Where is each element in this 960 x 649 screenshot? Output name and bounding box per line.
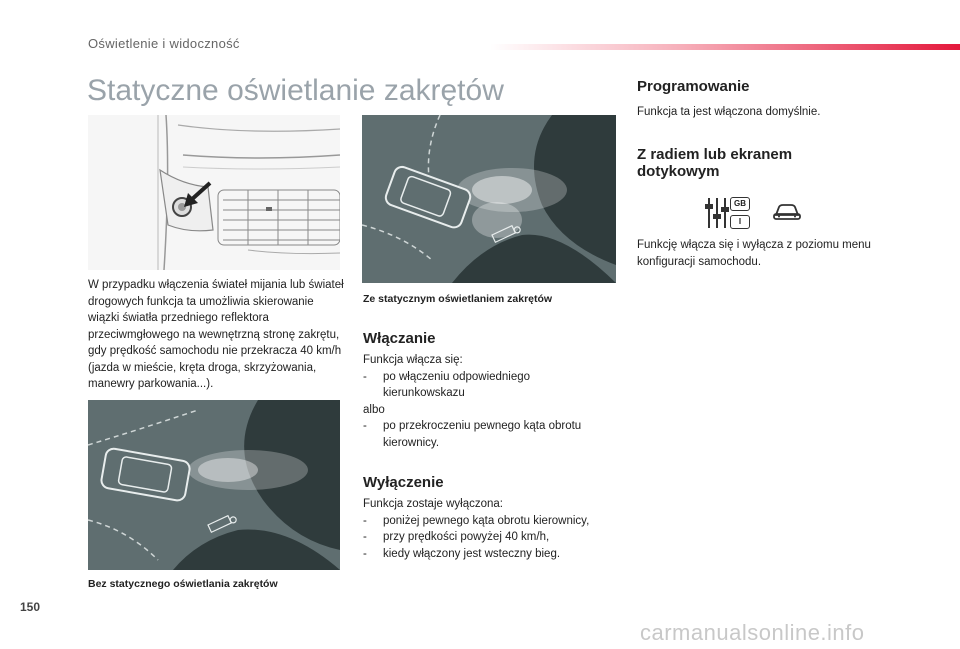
programowanie-text: Funkcja ta jest włączona domyślnie. xyxy=(637,106,821,118)
caption-with-cornering-light: Ze statycznym oświetlaniem zakrętów xyxy=(363,293,553,305)
intro-paragraph: W przypadku włączenia świateł mijania lub świateł drogowych funkcja ta umożliwia skierowanie wiązki światła przedniego reflektora przeciwmgłowego na wewnętrzną stronę zakrętu, gdy prędkość samochodu nie przekracza 40 km/h (jazda w mieście, kręta droga, skrzyżowania, manewry parkowania...). xyxy=(88,279,344,390)
i-flag-icon: I xyxy=(730,215,750,229)
gb-flag-icon: GB xyxy=(730,197,750,211)
heading-radio xyxy=(637,146,792,180)
heading-wylaczenie: Wyłączenie xyxy=(363,474,444,491)
heading-radio-line2: dotykowym xyxy=(637,163,720,180)
wlaczanie-list-2 xyxy=(363,418,613,451)
wylaczenie-block xyxy=(363,496,613,562)
radio-text: Funkcję włącza się i wyłącza z poziomu menu konfiguracji samochodu. xyxy=(637,239,871,268)
caption-without-cornering-light: Bez statycznego oświetlania zakrętów xyxy=(88,578,278,590)
list-item: - po włączeniu odpowiedniego kierunkowskazu xyxy=(363,369,613,402)
car-icon xyxy=(772,201,802,223)
wlaczanie-block xyxy=(363,352,613,451)
wlaczanie-list-1 xyxy=(363,369,613,402)
header-accent-bar xyxy=(490,44,960,50)
list-item: - przy prędkości powyżej 40 km/h, xyxy=(363,529,613,546)
page-number: 150 xyxy=(20,600,41,614)
list-item: - kiedy włączony jest wsteczny bieg. xyxy=(363,546,613,563)
watermark: carmanualsonline.info xyxy=(640,620,865,645)
fog-lamp-photo xyxy=(88,115,340,270)
illustration-with-cornering-light xyxy=(362,115,616,283)
section-header: Oświetlenie i widoczność xyxy=(88,36,240,51)
list-item: - po przekroczeniu pewnego kąta obrotu kierownicy. xyxy=(363,418,613,451)
illustration-without-cornering-light xyxy=(88,400,340,570)
road-scene-without-light xyxy=(88,400,340,570)
heading-wlaczanie: Włączanie xyxy=(363,330,436,347)
bumper-illustration xyxy=(88,115,340,270)
wylaczenie-list xyxy=(363,513,613,563)
settings-language-icon xyxy=(704,196,752,230)
page-title: Statyczne oświetlanie zakrętów xyxy=(87,74,504,107)
wlaczanie-or: albo xyxy=(363,403,385,416)
wlaczanie-intro: Funkcja włącza się: xyxy=(363,354,463,366)
wylaczenie-intro: Funkcja zostaje wyłączona: xyxy=(363,498,503,510)
road-scene-with-light xyxy=(362,115,616,283)
list-item: - poniżej pewnego kąta obrotu kierownicy, xyxy=(363,513,613,530)
heading-programowanie: Programowanie xyxy=(637,78,750,95)
heading-radio-line1: Z radiem lub ekranem xyxy=(637,146,793,163)
